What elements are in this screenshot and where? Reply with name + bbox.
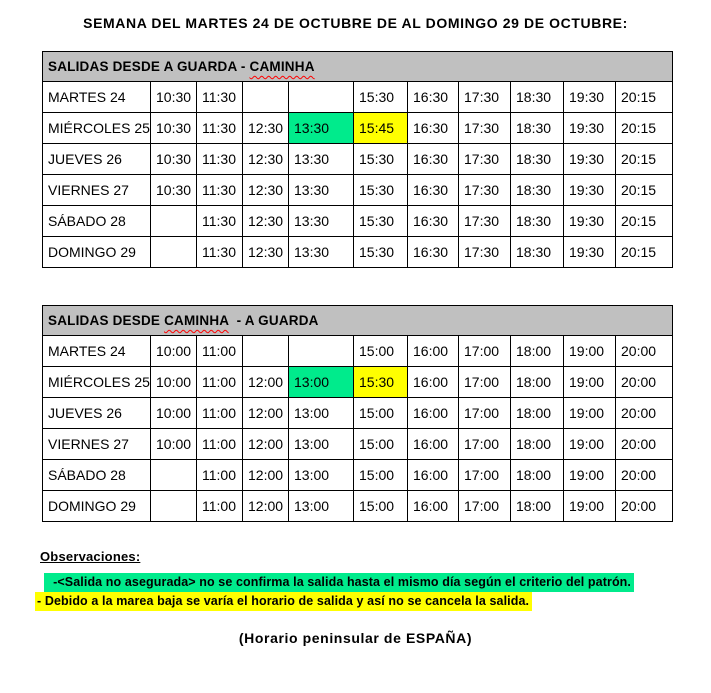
time-cell: 11:00: [197, 367, 243, 398]
time-cell: 16:00: [408, 491, 459, 522]
time-cell: 12:00: [243, 398, 289, 429]
day-cell: VIERNES 27: [43, 429, 151, 460]
time-cell: 18:00: [511, 460, 564, 491]
time-cell: 11:00: [197, 429, 243, 460]
timetable-row: [43, 336, 673, 367]
timetable-row: [43, 82, 673, 113]
time-cell: 12:00: [243, 367, 289, 398]
time-cell: 20:15: [616, 206, 673, 237]
time-cell: 15:00: [354, 398, 408, 429]
time-cell: 18:30: [511, 175, 564, 206]
note-line: [37, 592, 711, 611]
table-title-text: - A GUARDA: [228, 313, 319, 328]
time-cell: 19:30: [564, 113, 616, 144]
time-cell: 17:00: [459, 336, 511, 367]
time-cell: 19:30: [564, 82, 616, 113]
day-cell: MARTES 24: [43, 82, 151, 113]
time-cell: 20:00: [616, 491, 673, 522]
time-cell: 11:00: [197, 336, 243, 367]
time-cell: 20:15: [616, 113, 673, 144]
time-cell: 17:00: [459, 429, 511, 460]
time-cell: 20:00: [616, 367, 673, 398]
time-cell: 11:00: [197, 460, 243, 491]
day-cell: JUEVES 26: [43, 398, 151, 429]
time-cell: 17:30: [459, 144, 511, 175]
table-header-row: [43, 52, 673, 82]
time-cell: 11:00: [197, 398, 243, 429]
time-cell: 10:30: [151, 82, 197, 113]
time-cell: 15:00: [354, 336, 408, 367]
timetable-row: [43, 491, 673, 522]
table-title-text: SALIDAS DESDE: [48, 313, 165, 328]
timetable-row: [43, 460, 673, 491]
time-cell: 11:30: [197, 144, 243, 175]
note-marea-baja: - Debido a la marea baja se varía el horario de salida y así no se cancela la salida.: [35, 592, 532, 611]
day-cell: MIÉRCOLES 25: [43, 113, 151, 144]
time-cell: 16:00: [408, 367, 459, 398]
time-cell: 17:30: [459, 237, 511, 268]
time-cell: 19:30: [564, 237, 616, 268]
page-title: SEMANA DEL MARTES 24 DE OCTUBRE DE AL DOMINGO 29 DE OCTUBRE:: [83, 15, 628, 31]
time-cell: 18:00: [511, 429, 564, 460]
time-cell: 13:30: [289, 175, 354, 206]
time-cell: 19:30: [564, 206, 616, 237]
time-cell: 20:00: [616, 460, 673, 491]
timetable-row: [43, 113, 673, 144]
time-cell: 12:30: [243, 144, 289, 175]
time-cell: [151, 206, 197, 237]
time-cell: 16:00: [408, 429, 459, 460]
time-cell: 18:00: [511, 398, 564, 429]
time-cell: 17:30: [459, 175, 511, 206]
time-cell: 19:00: [564, 336, 616, 367]
time-cell: 19:00: [564, 398, 616, 429]
time-cell: 16:30: [408, 206, 459, 237]
time-cell: 13:30: [289, 206, 354, 237]
day-cell: SÁBADO 28: [43, 460, 151, 491]
time-cell: 13:00: [289, 460, 354, 491]
time-cell: 18:00: [511, 491, 564, 522]
time-cell: 18:30: [511, 113, 564, 144]
time-cell: 12:00: [243, 491, 289, 522]
time-cell: 10:00: [151, 336, 197, 367]
time-cell: 11:30: [197, 175, 243, 206]
note-salida-no-asegurada: -<Salida no asegurada> no se confirma la salida hasta el mismo día según el criterio del patrón.: [44, 573, 634, 592]
time-cell: 18:30: [511, 206, 564, 237]
departures-table-a-guarda-caminha: [42, 51, 673, 268]
time-cell: 10:00: [151, 367, 197, 398]
time-cell: 15:00: [354, 429, 408, 460]
time-cell: 17:00: [459, 398, 511, 429]
time-cell: 15:30: [354, 175, 408, 206]
time-cell: 20:00: [616, 398, 673, 429]
time-cell: 15:45: [354, 113, 408, 144]
misspelled-word: CAMINHA: [249, 59, 315, 74]
time-cell: 13:30: [289, 144, 354, 175]
time-cell: 15:30: [354, 206, 408, 237]
day-cell: VIERNES 27: [43, 175, 151, 206]
time-cell: 16:00: [408, 398, 459, 429]
time-cell: 16:30: [408, 113, 459, 144]
time-cell: 18:30: [511, 237, 564, 268]
time-cell: 13:00: [289, 429, 354, 460]
time-cell: 18:30: [511, 144, 564, 175]
time-cell: 15:30: [354, 144, 408, 175]
time-cell: 20:00: [616, 336, 673, 367]
time-cell: 18:00: [511, 367, 564, 398]
time-cell: 11:30: [197, 82, 243, 113]
timetable-row: [43, 398, 673, 429]
departures-table-caminha-a-guarda: [42, 305, 673, 522]
time-cell: 19:00: [564, 367, 616, 398]
time-cell: 12:30: [243, 113, 289, 144]
table-title: [43, 52, 673, 82]
time-cell: 13:30: [289, 113, 354, 144]
timetable-row: [43, 206, 673, 237]
table-title: [43, 306, 673, 336]
time-cell: 10:00: [151, 429, 197, 460]
table-header-row: [43, 306, 673, 336]
day-cell: DOMINGO 29: [43, 491, 151, 522]
time-cell: 20:15: [616, 237, 673, 268]
time-cell: 19:30: [564, 175, 616, 206]
time-cell: 10:30: [151, 175, 197, 206]
time-cell: 10:30: [151, 113, 197, 144]
time-cell: 15:00: [354, 460, 408, 491]
time-cell: 17:30: [459, 82, 511, 113]
time-cell: 12:00: [243, 429, 289, 460]
time-cell: [243, 82, 289, 113]
time-cell: 11:30: [197, 237, 243, 268]
time-cell: 20:00: [616, 429, 673, 460]
time-cell: 17:30: [459, 206, 511, 237]
time-cell: 11:00: [197, 491, 243, 522]
time-cell: 13:00: [289, 491, 354, 522]
time-cell: 16:30: [408, 82, 459, 113]
time-cell: 19:00: [564, 460, 616, 491]
time-cell: 12:30: [243, 206, 289, 237]
time-cell: 20:15: [616, 175, 673, 206]
time-cell: 20:15: [616, 82, 673, 113]
timetable-row: [43, 367, 673, 398]
time-cell: 12:30: [243, 175, 289, 206]
time-cell: 16:30: [408, 175, 459, 206]
day-cell: JUEVES 26: [43, 144, 151, 175]
table-title-text: SALIDAS DESDE A GUARDA -: [48, 59, 250, 74]
time-cell: [151, 491, 197, 522]
time-cell: [289, 82, 354, 113]
time-cell: [243, 336, 289, 367]
time-cell: 16:00: [408, 336, 459, 367]
timetable-row: [43, 429, 673, 460]
time-cell: [151, 237, 197, 268]
note-line: [40, 573, 711, 592]
time-cell: 17:00: [459, 460, 511, 491]
time-cell: 18:00: [511, 336, 564, 367]
timezone-footer: (Horario peninsular de ESPAÑA): [238, 630, 473, 646]
time-cell: 13:00: [289, 398, 354, 429]
time-cell: 20:15: [616, 144, 673, 175]
day-cell: MARTES 24: [43, 336, 151, 367]
time-cell: 13:30: [289, 237, 354, 268]
timetable-row: [43, 144, 673, 175]
time-cell: 10:30: [151, 144, 197, 175]
day-cell: DOMINGO 29: [43, 237, 151, 268]
time-cell: 19:00: [564, 491, 616, 522]
misspelled-word: CAMINHA: [164, 313, 229, 328]
time-cell: 16:30: [408, 144, 459, 175]
time-cell: [151, 460, 197, 491]
day-cell: SÁBADO 28: [43, 206, 151, 237]
time-cell: 17:00: [459, 491, 511, 522]
timetable-row: [43, 237, 673, 268]
time-cell: 17:30: [459, 113, 511, 144]
time-cell: 15:30: [354, 237, 408, 268]
time-cell: 19:00: [564, 429, 616, 460]
time-cell: 15:30: [354, 82, 408, 113]
day-cell: MIÉRCOLES 25: [43, 367, 151, 398]
time-cell: 13:00: [289, 367, 354, 398]
time-cell: 12:00: [243, 460, 289, 491]
time-cell: 12:30: [243, 237, 289, 268]
time-cell: 16:00: [408, 460, 459, 491]
timetable-row: [43, 175, 673, 206]
time-cell: [289, 336, 354, 367]
document-page: [0, 15, 711, 693]
time-cell: 18:30: [511, 82, 564, 113]
time-cell: 17:00: [459, 367, 511, 398]
time-cell: 15:30: [354, 367, 408, 398]
observations-heading: Observaciones:: [40, 549, 141, 564]
time-cell: 15:00: [354, 491, 408, 522]
time-cell: 19:30: [564, 144, 616, 175]
time-cell: 10:00: [151, 398, 197, 429]
time-cell: 16:30: [408, 237, 459, 268]
time-cell: 11:30: [197, 113, 243, 144]
time-cell: 11:30: [197, 206, 243, 237]
observations-section: [37, 548, 711, 611]
